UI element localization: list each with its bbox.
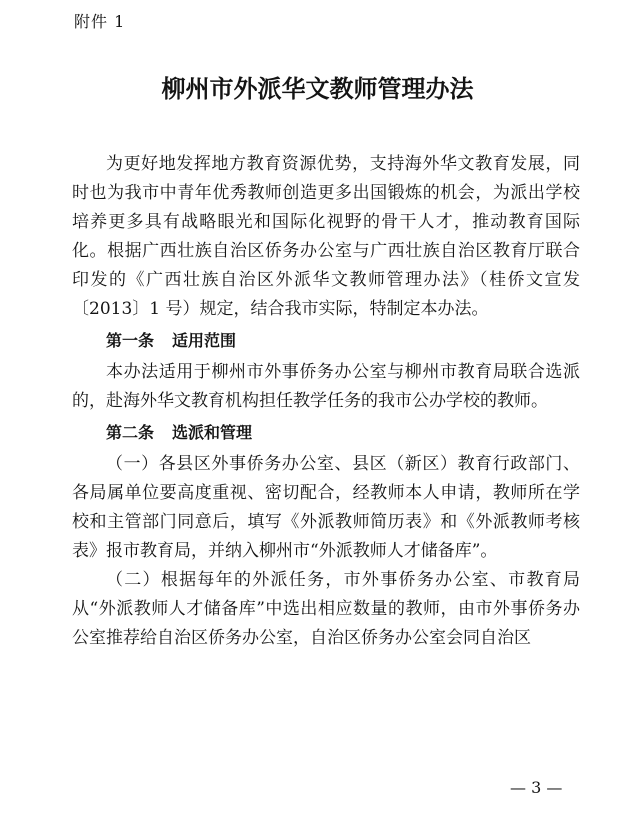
document-title: 柳州市外派华文教师管理办法 (161, 74, 474, 103)
article-1-heading (72, 327, 580, 355)
article-2-title: 选派和管理 (172, 423, 253, 442)
article-2-paragraph-1: （一）各县区外事侨务办公室、县区（新区）教育行政部门、各局属单位要高度重视、密切配合，经教师本人申请，教师所在学校和主管部门同意后，填写《外派教师简历表》和《外派教师考核表》报市教育局，并纳入柳州市“外派教师人才储备库”。 (72, 454, 580, 561)
intro-paragraph: 为更好地发挥地方教育资源优势，支持海外华文教育发展，同时也为我市中青年优秀教师创造更多出国锻炼的机会，为派出学校培养更多具有战略眼光和国际化视野的骨干人才，推动教育国际化。根据广西壮族自治区侨务办公室与广西壮族自治区教育厅联合印发的《广西壮族自治区外派华文教师管理办法》（桂侨文宣发〔2013〕1 号）规定，结合我市实际，特制定本办法。 (72, 154, 580, 319)
article-1-paragraph-1: 本办法适用于柳州市外事侨务办公室与柳州市教育局联合选派的，赴海外华文教育机构担任教学任务的我市公办学校的教师。 (72, 362, 580, 411)
article-1-title: 适用范围 (172, 331, 237, 350)
article-2-paragraph-2: （二）根据每年的外派任务，市外事侨务办公室、市教育局从“外派教师人才储备库”中选出相应数量的教师，由市外事侨务办公室推荐给自治区侨务办公室，自治区侨务办公室会同自治区 (72, 570, 580, 648)
article-2-number: 第二条 (106, 423, 155, 442)
article-1-number: 第一条 (106, 331, 155, 350)
attachment-label: 附件 1 (74, 12, 126, 31)
document-body (72, 150, 580, 653)
article-2-heading (72, 419, 580, 447)
page-number: — 3 — (510, 778, 563, 797)
